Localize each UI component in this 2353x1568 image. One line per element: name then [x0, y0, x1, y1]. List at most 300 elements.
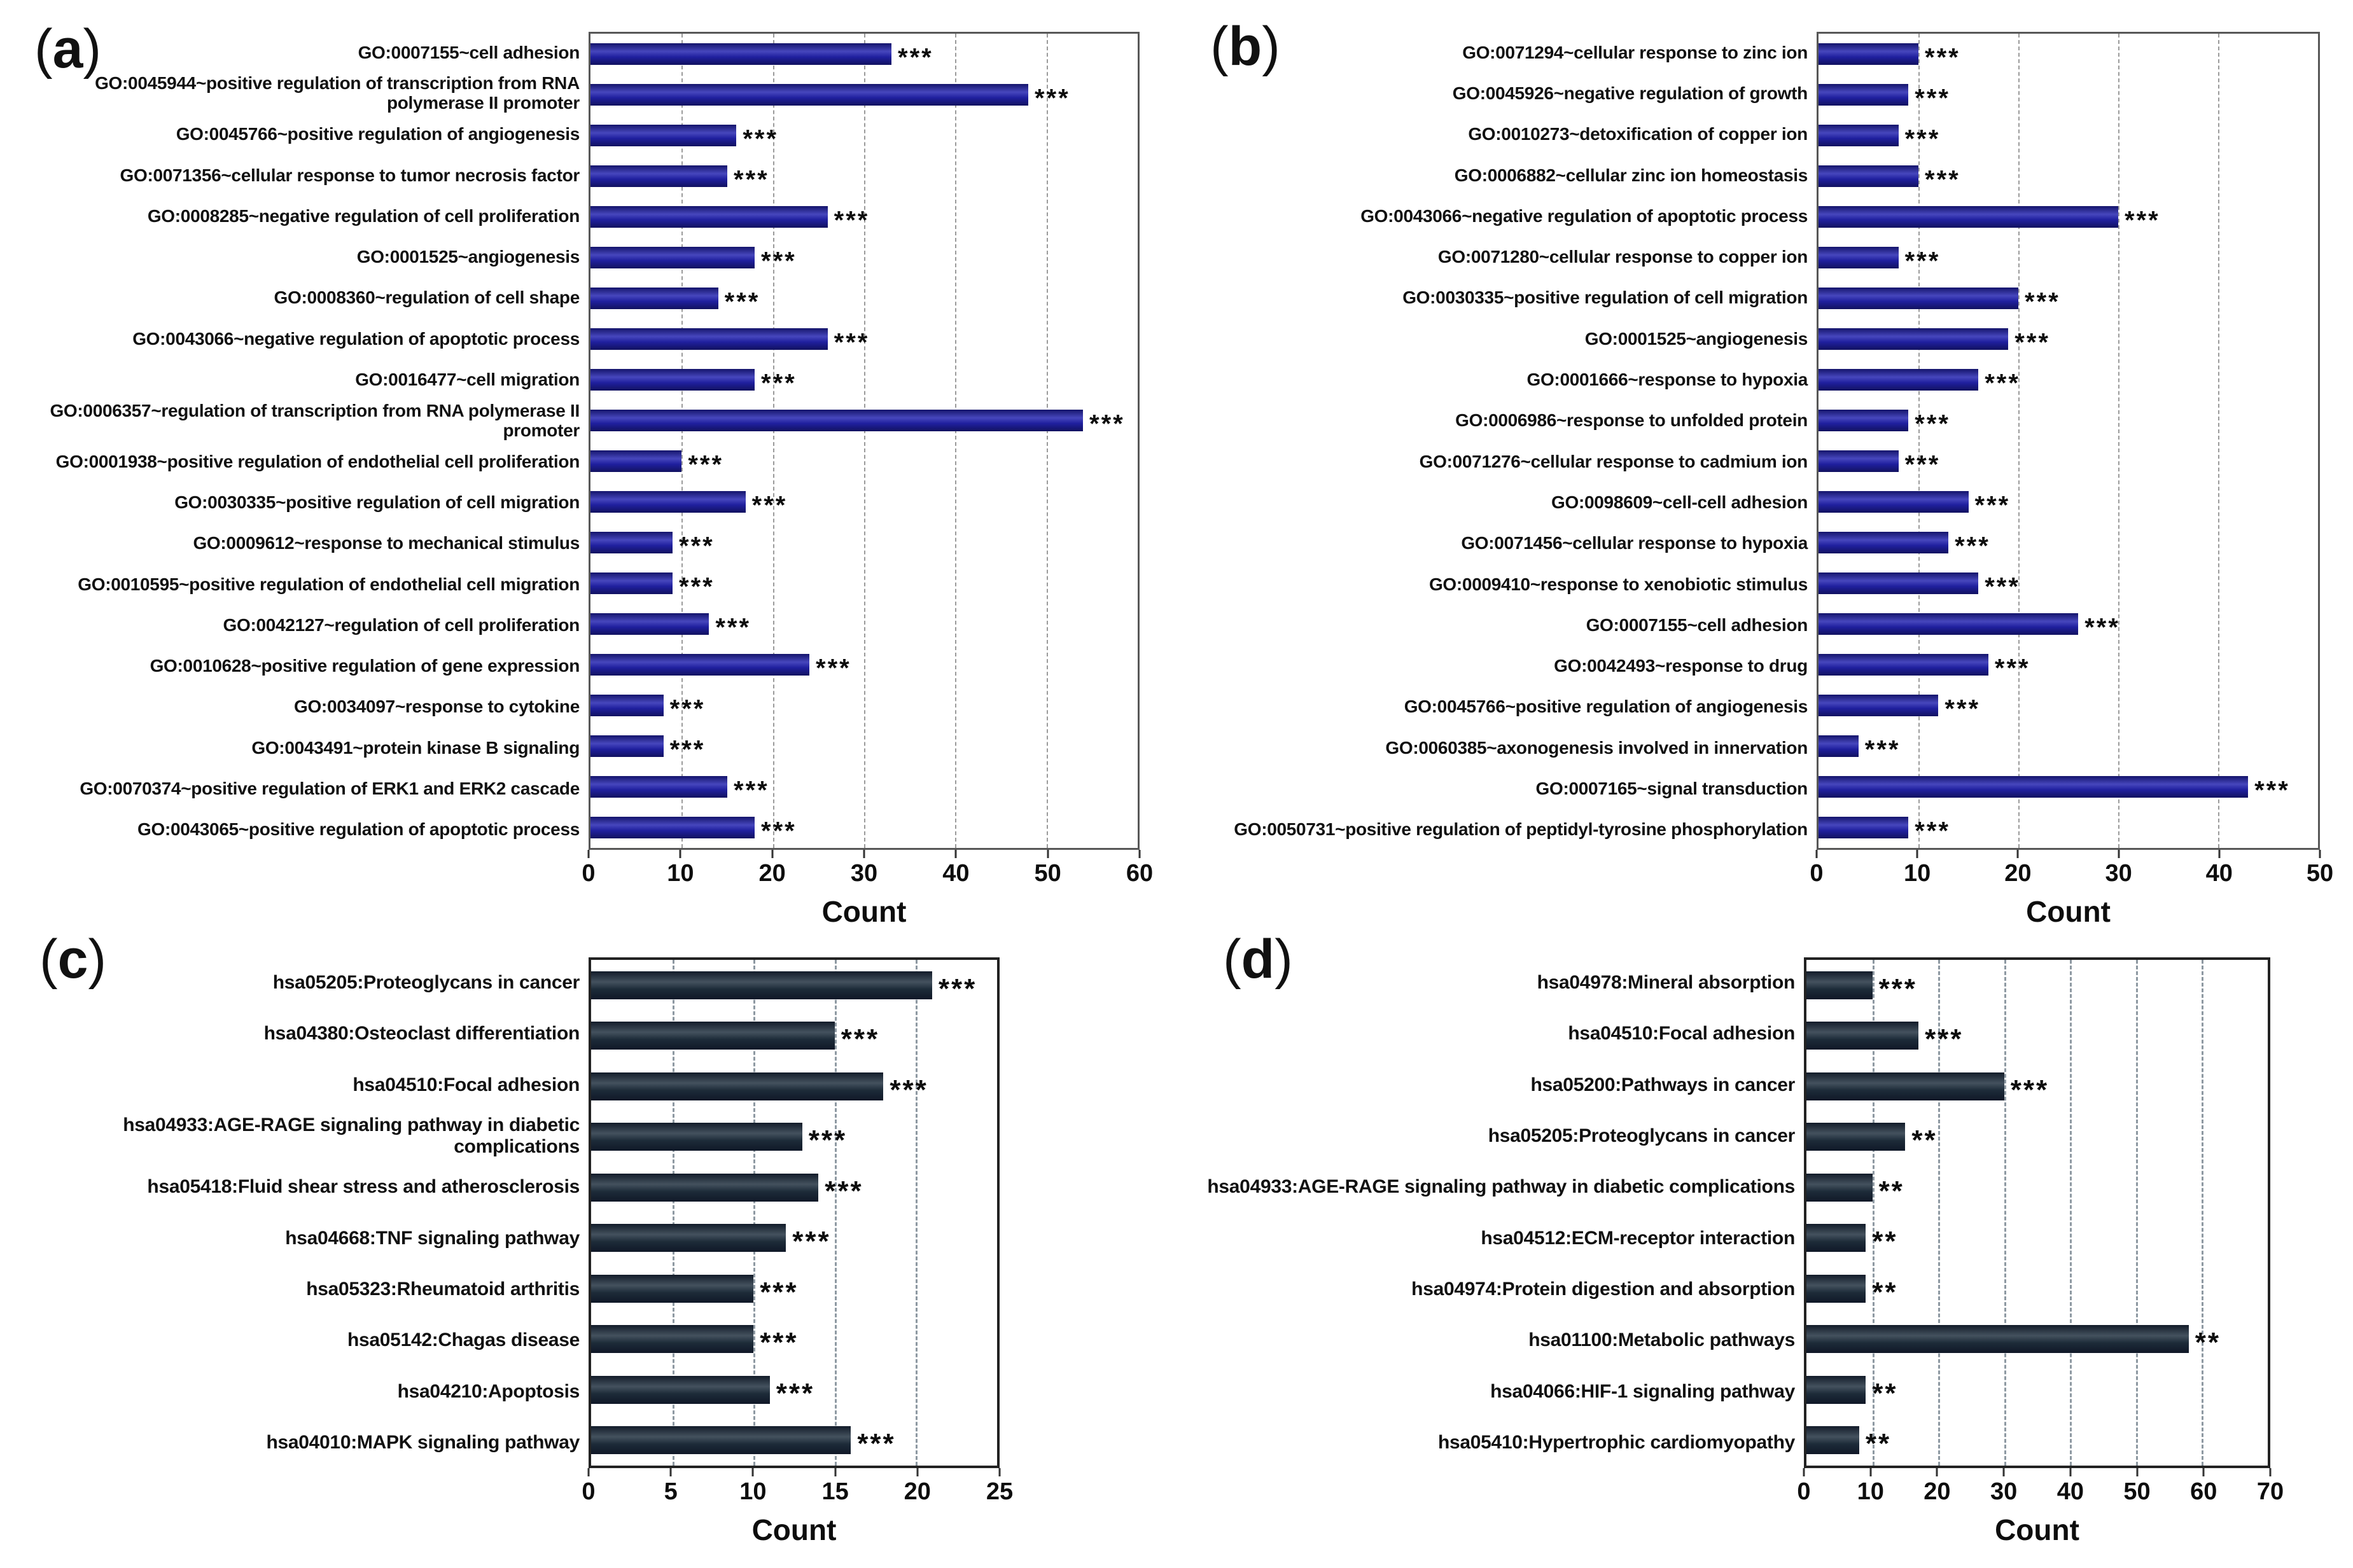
bar	[1806, 1224, 1866, 1252]
bar-row	[1806, 1415, 2268, 1466]
significance-stars: ***	[1915, 410, 1950, 438]
category-label: hsa04510:Focal adhesion	[353, 1074, 580, 1095]
bar-row	[590, 563, 1138, 604]
category-label: GO:0006882~cellular zinc ion homeostasis	[1454, 165, 1808, 185]
x-tick	[2218, 850, 2220, 858]
bar-row	[591, 960, 997, 1011]
bar-row	[1819, 156, 2318, 197]
bar	[591, 1123, 802, 1151]
bar	[1819, 572, 1978, 594]
bar-row	[1819, 115, 2318, 156]
bar	[590, 695, 664, 716]
category-label: GO:0098609~cell-cell adhesion	[1551, 492, 1808, 512]
panel-letter-paren: )	[83, 18, 102, 80]
bar	[1819, 288, 2018, 309]
category-label: hsa04066:HIF-1 signaling pathway	[1490, 1380, 1795, 1402]
x-tick-label: 70	[2256, 1478, 2284, 1505]
bar	[1819, 450, 1899, 472]
bar-row	[590, 156, 1138, 197]
x-tick	[1816, 850, 1818, 858]
x-tick	[2003, 1468, 2005, 1476]
category-label: hsa05142:Chagas disease	[347, 1329, 580, 1351]
bar	[590, 84, 1028, 106]
bar-row	[1819, 400, 2318, 441]
bar-row	[590, 319, 1138, 359]
significance-stars: ***	[1904, 450, 1941, 479]
category-label: GO:0071456~cellular response to hypoxia	[1461, 533, 1808, 553]
plot-area	[1804, 957, 2270, 1468]
x-tick	[955, 850, 957, 858]
bar	[1819, 817, 1908, 838]
significance-stars: **	[1865, 1428, 1892, 1460]
category-label: GO:0010595~positive regulation of endothelial cell migration	[78, 574, 580, 594]
significance-stars: ***	[760, 1276, 799, 1308]
bar-row	[590, 644, 1138, 685]
panel-letter	[39, 929, 107, 990]
panel-letter	[1223, 929, 1293, 990]
category-label: GO:0007155~cell adhesion	[358, 42, 580, 62]
category-label: hsa01100:Metabolic pathways	[1528, 1329, 1795, 1351]
x-tick	[588, 1468, 590, 1476]
x-tick-label: 50	[1034, 860, 1061, 887]
bar-row	[590, 685, 1138, 726]
category-labels	[1196, 957, 1804, 1468]
x-tick	[1139, 850, 1141, 858]
bar-row	[590, 441, 1138, 482]
significance-stars: ***	[1915, 84, 1950, 113]
bar-row	[591, 1415, 997, 1466]
category-label: GO:0043066~negative regulation of apoptotic process	[1360, 205, 1808, 226]
x-tick	[680, 850, 681, 858]
bar-row	[590, 726, 1138, 767]
bar-row	[1806, 1112, 2268, 1163]
bar	[1806, 1072, 2004, 1100]
panel-b	[1196, 16, 2334, 929]
category-label: GO:0030335~positive regulation of cell migration	[1402, 288, 1808, 308]
bar	[1806, 971, 1873, 999]
panel-letter-paren: )	[1274, 929, 1293, 990]
plot-area	[589, 32, 1140, 850]
significance-stars: ***	[1925, 165, 1960, 194]
category-labels	[25, 957, 589, 1468]
x-tick-label: 60	[2190, 1478, 2217, 1505]
bar-row	[1806, 1162, 2268, 1213]
panel-letter-paren: )	[1262, 16, 1280, 77]
category-label: hsa05323:Rheumatoid arthritis	[306, 1278, 580, 1300]
category-label: GO:0009612~response to mechanical stimulus	[193, 533, 580, 553]
x-tick-label: 10	[1904, 860, 1931, 887]
category-label: GO:0030335~positive regulation of cell migration	[174, 492, 580, 512]
x-tick	[2203, 1468, 2205, 1476]
significance-stars: ***	[688, 450, 724, 479]
significance-stars: ***	[1878, 973, 1917, 1004]
significance-stars: ***	[669, 695, 706, 723]
x-tick	[2069, 1468, 2071, 1476]
bar	[590, 817, 755, 838]
bar-row	[591, 1263, 997, 1314]
bar	[1819, 328, 2008, 350]
bar	[590, 532, 673, 553]
category-label: GO:0045766~positive regulation of angiogenesis	[176, 124, 580, 144]
bar	[1806, 1174, 1873, 1202]
x-tick	[1803, 1468, 1805, 1476]
x-tick-label: 10	[667, 860, 694, 887]
x-tick	[999, 1468, 1001, 1476]
x-tick-label: 0	[582, 1478, 596, 1505]
significance-stars: ***	[751, 491, 788, 520]
bar-row	[591, 1011, 997, 1062]
x-tick-label: 60	[1126, 860, 1154, 887]
category-label: hsa05205:Proteoglycans in cancer	[272, 972, 580, 994]
panel-letter-char: d	[1241, 929, 1275, 990]
significance-stars: ***	[1915, 817, 1950, 845]
significance-stars: **	[2195, 1327, 2221, 1359]
bar-row	[1806, 960, 2268, 1011]
bar	[1819, 735, 1859, 757]
bar	[1819, 247, 1899, 268]
x-tick	[2118, 850, 2119, 858]
bar	[1806, 1275, 1866, 1303]
x-tick-label: 30	[1990, 1478, 2018, 1505]
bar-row	[1819, 237, 2318, 278]
significance-stars: ***	[2125, 206, 2160, 235]
bar	[590, 491, 746, 513]
category-label: GO:0007155~cell adhesion	[1586, 614, 1808, 635]
x-tick	[834, 1468, 836, 1476]
bar-row	[591, 1061, 997, 1112]
bar	[591, 1174, 818, 1202]
bar-row	[1819, 807, 2318, 848]
category-label: GO:0071276~cellular response to cadmium ion	[1419, 451, 1808, 471]
category-label: GO:0008360~regulation of cell shape	[274, 288, 580, 308]
x-tick-label: 10	[739, 1478, 767, 1505]
x-tick-label: 0	[1810, 860, 1824, 887]
panel-letter-paren: (	[1210, 16, 1229, 77]
bar	[1806, 1376, 1866, 1404]
panel-letter-char: b	[1228, 16, 1262, 77]
category-label: GO:0071294~cellular response to zinc ion	[1462, 42, 1808, 62]
bar	[1819, 410, 1908, 431]
significance-stars: ***	[776, 1377, 815, 1409]
bar	[590, 450, 681, 472]
x-tick-label: 40	[2205, 860, 2233, 887]
bar	[590, 43, 891, 65]
category-label: hsa04010:MAPK signaling pathway	[266, 1431, 580, 1453]
bar	[1819, 695, 1938, 716]
bar-row	[591, 1213, 997, 1264]
bar-row	[591, 1314, 997, 1365]
bar	[590, 410, 1083, 431]
panel-c	[25, 929, 1014, 1547]
significance-stars: ***	[792, 1226, 831, 1258]
bar-row	[1819, 359, 2318, 400]
category-label: GO:0001525~angiogenesis	[356, 247, 580, 267]
x-tick	[2270, 1468, 2272, 1476]
significance-stars: ***	[857, 1428, 896, 1460]
bar	[591, 1224, 786, 1252]
bar	[590, 125, 736, 146]
bar	[591, 1426, 851, 1454]
bar	[590, 165, 727, 187]
bar	[590, 328, 828, 350]
x-axis	[1797, 1468, 2284, 1508]
bar	[1819, 165, 1918, 187]
bar	[590, 776, 727, 798]
bar-row	[1819, 74, 2318, 115]
significance-stars: ***	[715, 613, 751, 642]
bar-row	[1806, 1263, 2268, 1314]
significance-stars: ***	[1904, 247, 1941, 275]
plot-column	[582, 957, 1014, 1547]
significance-stars: ***	[761, 369, 797, 398]
x-tick	[670, 1468, 672, 1476]
bar	[1819, 206, 2118, 228]
x-tick-label: 20	[904, 1478, 931, 1505]
bar-row	[1806, 1213, 2268, 1264]
x-tick	[771, 850, 773, 858]
bar	[1806, 1022, 1918, 1050]
x-axis	[1810, 850, 2334, 889]
bar	[590, 288, 718, 309]
bar-row	[590, 74, 1138, 115]
x-tick	[2017, 850, 2019, 858]
significance-stars: ***	[825, 1175, 863, 1207]
category-label: GO:0042127~regulation of cell proliferation	[223, 614, 580, 635]
bar-row	[590, 34, 1138, 74]
x-tick-label: 0	[1797, 1478, 1811, 1505]
significance-stars: ***	[679, 572, 715, 601]
bar-row	[590, 237, 1138, 278]
x-tick-label: 40	[942, 860, 970, 887]
significance-stars: ***	[1035, 84, 1070, 113]
panel-letter-char: c	[57, 929, 88, 990]
category-label: GO:0001525~angiogenesis	[1584, 328, 1808, 349]
significance-stars: ***	[2254, 776, 2290, 805]
significance-stars: ***	[734, 165, 769, 194]
category-label: GO:0071356~cellular response to tumor necrosis factor	[120, 165, 580, 185]
bar-row	[590, 604, 1138, 644]
plot-column	[1810, 32, 2334, 929]
x-tick	[1047, 850, 1049, 858]
category-label: hsa04210:Apoptosis	[397, 1380, 580, 1402]
panel-letter	[34, 18, 102, 80]
plot-area	[589, 957, 1000, 1468]
x-tick-label: 20	[2004, 860, 2032, 887]
category-label: GO:0050731~positive regulation of peptidyl-tyrosine phosphorylation	[1234, 819, 1808, 840]
category-labels	[1196, 32, 1817, 850]
bar	[1806, 1426, 1859, 1454]
significance-stars: ***	[890, 1074, 928, 1106]
panel-letter-paren: (	[34, 18, 53, 80]
bar	[590, 654, 809, 676]
bar-row	[590, 767, 1138, 807]
x-tick	[2319, 850, 2321, 858]
category-label: GO:0045944~positive regulation of transcription from RNA polymerase II promoter	[95, 73, 580, 113]
panel-letter	[1210, 16, 1280, 77]
bar	[1806, 1325, 2189, 1353]
panel-d	[1196, 929, 2284, 1547]
x-tick-label: 20	[758, 860, 786, 887]
significance-stars: ***	[1955, 532, 1990, 560]
bar-row	[1819, 522, 2318, 563]
bar	[1819, 125, 1899, 146]
x-tick	[916, 1468, 918, 1476]
significance-stars: ***	[1985, 369, 2020, 398]
significance-stars: ***	[2010, 1074, 2049, 1106]
bar-row	[590, 522, 1138, 563]
x-axis	[582, 1468, 1014, 1508]
bar-row	[1819, 604, 2318, 644]
bar-row	[1819, 441, 2318, 482]
plot-column	[582, 32, 1154, 929]
bar-row	[590, 807, 1138, 848]
bar-row	[1819, 685, 2318, 726]
category-label: GO:0045766~positive regulation of angiogenesis	[1404, 697, 1808, 717]
category-label: GO:0007165~signal transduction	[1535, 778, 1808, 798]
bar-row	[590, 197, 1138, 237]
bar	[1819, 532, 1948, 553]
category-label: GO:0001666~response to hypoxia	[1526, 370, 1808, 390]
x-tick-label: 40	[2056, 1478, 2084, 1505]
category-label: GO:0008285~negative regulation of cell proliferation	[147, 205, 580, 226]
significance-stars: ***	[1925, 43, 1960, 72]
bar	[1819, 84, 1908, 106]
x-axis-title: Count	[2026, 895, 2111, 928]
x-tick	[1936, 1468, 1938, 1476]
significance-stars: **	[1878, 1175, 1904, 1207]
category-label: GO:0010273~detoxification of copper ion	[1468, 124, 1808, 144]
panel-a	[25, 18, 1154, 929]
bar-row	[590, 482, 1138, 522]
category-label: GO:0043491~protein kinase B signaling	[251, 737, 580, 758]
category-label: hsa05418:Fluid shear stress and atherosclerosis	[147, 1176, 580, 1198]
significance-stars: **	[1872, 1226, 1898, 1258]
significance-stars: ***	[1089, 410, 1125, 438]
bar-row	[1819, 197, 2318, 237]
plot-column	[1797, 957, 2284, 1547]
bar	[590, 735, 664, 757]
bar-row	[1806, 1011, 2268, 1062]
bar	[590, 369, 755, 391]
significance-stars: ***	[834, 328, 870, 357]
significance-stars: ***	[1864, 735, 1901, 764]
bar	[590, 247, 755, 268]
significance-stars: ***	[761, 247, 797, 275]
significance-stars: ***	[808, 1125, 848, 1156]
bar	[1819, 654, 1988, 676]
x-tick-label: 0	[582, 860, 596, 887]
category-label: hsa04978:Mineral absorption	[1537, 972, 1795, 994]
x-tick-label: 50	[2306, 860, 2334, 887]
bar	[591, 1275, 753, 1303]
bar-row	[1806, 1061, 2268, 1112]
panel-letter-paren: (	[1223, 929, 1241, 990]
bar-row	[590, 400, 1138, 441]
x-tick-label: 20	[1924, 1478, 1951, 1505]
significance-stars: ***	[938, 973, 977, 1004]
significance-stars: ***	[743, 125, 779, 153]
category-label: hsa04668:TNF signaling pathway	[285, 1227, 580, 1249]
category-label: GO:0045926~negative regulation of growth	[1452, 83, 1808, 103]
bar-row	[1819, 563, 2318, 604]
x-axis-title: Count	[1995, 1513, 2079, 1546]
category-labels	[25, 32, 589, 850]
significance-stars: ***	[816, 654, 851, 683]
bar	[591, 1325, 753, 1353]
significance-stars: **	[1872, 1276, 1898, 1308]
bar-row	[590, 278, 1138, 319]
bar	[590, 613, 709, 635]
category-label: GO:0071280~cellular response to copper ion	[1437, 247, 1808, 267]
bar-row	[590, 359, 1138, 400]
bar	[590, 572, 673, 594]
bar	[1819, 491, 1969, 513]
bar-row	[1819, 644, 2318, 685]
significance-stars: ***	[1925, 1023, 1964, 1055]
x-tick-label: 50	[2123, 1478, 2151, 1505]
significance-stars: ***	[679, 532, 715, 560]
bar-row	[1819, 767, 2318, 807]
bar-row	[1819, 319, 2318, 359]
bar	[591, 971, 932, 999]
bar	[1806, 1123, 1905, 1151]
significance-stars: ***	[669, 735, 706, 764]
bar	[590, 206, 828, 228]
category-label: hsa05205:Proteoglycans in cancer	[1488, 1125, 1795, 1147]
x-tick-label: 25	[986, 1478, 1014, 1505]
category-label: hsa05200:Pathways in cancer	[1530, 1074, 1795, 1095]
x-axis-title: Count	[751, 1513, 837, 1546]
bar	[591, 1072, 883, 1100]
category-label: GO:0001938~positive regulation of endothelial cell proliferation	[55, 451, 580, 471]
x-tick	[1917, 850, 1918, 858]
panel-letter-paren: (	[39, 929, 58, 990]
significance-stars: **	[1872, 1377, 1898, 1409]
category-label: hsa04380:Osteoclast differentiation	[263, 1023, 580, 1044]
significance-stars: ***	[1994, 654, 2030, 683]
category-label: GO:0070374~positive regulation of ERK1 and ERK2 cascade	[80, 778, 580, 798]
significance-stars: ***	[734, 776, 769, 805]
x-axis-title: Count	[821, 895, 907, 928]
plot-area	[1817, 32, 2320, 850]
significance-stars: ***	[724, 288, 760, 316]
bar-row	[1806, 1364, 2268, 1415]
bar	[1819, 369, 1978, 391]
x-tick	[2136, 1468, 2138, 1476]
bar-row	[1819, 726, 2318, 767]
bar-row	[590, 115, 1138, 156]
bar	[591, 1376, 770, 1404]
panel-letter-paren: )	[88, 929, 107, 990]
x-tick	[1869, 1468, 1871, 1476]
category-label: GO:0042493~response to drug	[1554, 656, 1808, 676]
x-tick-label: 10	[1857, 1478, 1884, 1505]
category-label: GO:0060385~axonogenesis involved in innervation	[1385, 737, 1808, 758]
category-label: GO:0006986~response to unfolded protein	[1455, 410, 1808, 431]
significance-stars: ***	[841, 1023, 880, 1055]
x-tick-label: 30	[2105, 860, 2132, 887]
category-label: hsa04933:AGE-RAGE signaling pathway in diabetic complications	[1207, 1176, 1795, 1198]
category-label: GO:0010628~positive regulation of gene expression	[150, 656, 580, 676]
significance-stars: ***	[1974, 491, 2011, 520]
significance-stars: ***	[834, 206, 870, 235]
significance-stars: ***	[761, 817, 797, 845]
bar	[1819, 613, 2078, 635]
category-label: hsa04510:Focal adhesion	[1568, 1023, 1795, 1044]
category-label: GO:0009410~response to xenobiotic stimulus	[1428, 574, 1808, 594]
x-tick	[752, 1468, 754, 1476]
panel-letter-char: a	[52, 18, 83, 80]
